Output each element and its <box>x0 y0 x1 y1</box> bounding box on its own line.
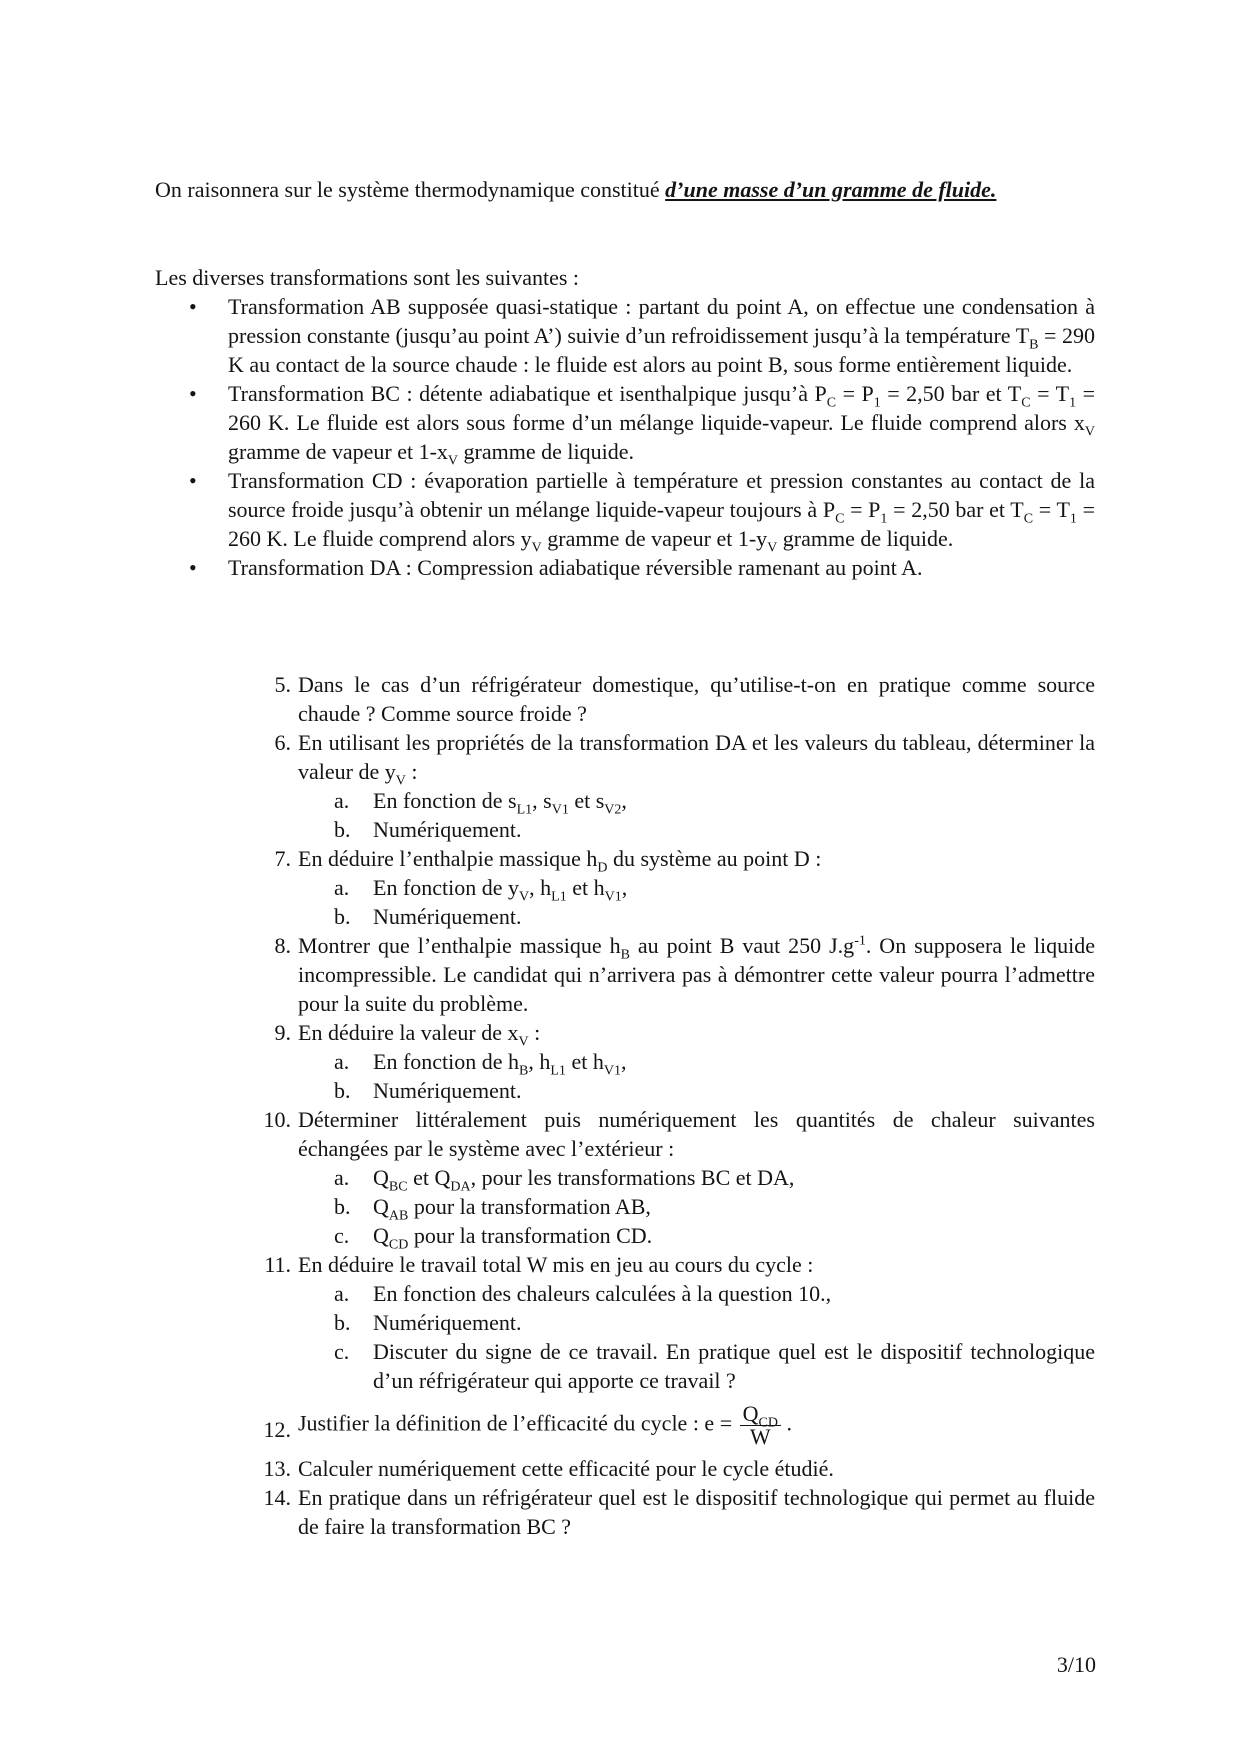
efficiency-fraction: $\frac{Q_{CD}}{W}$ <box>740 1403 781 1448</box>
question-11: 11. En déduire le travail total W mis en jeu au cours du cycle : a. En fonction des chaleurs calculées à la question 10., b. Numériquement. c. Discuter du signe de ce travail. En pratique quel est le dispositif technologique d’un réfrigérateur qui apporte ce travail ? <box>255 1250 1095 1395</box>
transformations-list <box>185 292 1095 582</box>
question-number: 8. <box>274 933 291 958</box>
sub-question-b: b. Numériquement. <box>334 1310 522 1335</box>
sub-question-b: b. Numériquement. <box>334 817 522 842</box>
question-number: 6. <box>274 730 291 755</box>
question-12: 12. Justifier la définition de l’efficacité du cycle : e = $\frac{Q_{CD}}{W}$ . <box>255 1403 1095 1448</box>
question-number: 10. <box>263 1107 291 1132</box>
sub-question-b: b. Numériquement. <box>334 904 522 929</box>
question-number: 7. <box>274 846 291 871</box>
transformation-bc: • Transformation BC : détente adiabatique et isenthalpique jusqu’à $P_C = P_1 = 2,50$ bar et $T_C = T_1 = 260$ K. Le fluide est alors sous forme d’un mélange liquide-vapeur. Le fluide comprend alors $x_V$ gramme de vapeur et $1-x_V$ gramme de liquide. <box>185 379 1095 466</box>
sub-question-list <box>298 1279 1095 1395</box>
transformation-da: • Transformation DA : Compression adiabatique réversible ramenant au point A. <box>185 553 1095 582</box>
sub-question-b: b. $Q_{AB}$ pour la transformation AB, <box>334 1194 651 1224</box>
sub-question-list <box>298 786 1095 844</box>
question-number: 11. <box>264 1252 291 1277</box>
question-13: 13. Calculer numériquement cette efficacité pour le cycle étudié. <box>255 1454 1095 1483</box>
sub-question-c: c. $Q_{CD}$ pour la transformation CD. <box>334 1223 653 1253</box>
sub-question-b: b. Numériquement. <box>334 1078 522 1103</box>
question-8: 8. Montrer que l’enthalpie massique $h_B$ au point B vaut 250 $J.g^{-1}$. On supposera le liquide incompressible. Le candidat qui n’arrivera pas à démontrer cette valeur pourra l’admettre pour la suite du problème. <box>255 931 1095 1018</box>
sub-question-c: c. Discuter du signe de ce travail. En pratique quel est le dispositif technologique d’un réfrigérateur qui apporte ce travail ? <box>334 1339 1095 1393</box>
question-number: 14. <box>263 1485 291 1510</box>
question-6: 6. En utilisant les propriétés de la transformation DA et les valeurs du tableau, déterminer la valeur de $y_V$ : a. En fonction de $s_{L1}$, $s_{V1}$ et $s_{V2}$, b. Numériquement. <box>255 728 1095 844</box>
sub-question-list <box>298 1163 1095 1253</box>
question-number: 13. <box>263 1456 291 1481</box>
transformations-heading: Les diverses transformations sont les suivantes : <box>155 265 580 290</box>
sub-question-a: a. En fonction de $y_V$, $h_{L1}$ et $h_{V1}$, <box>334 875 628 905</box>
transformation-ab: • Transformation AB supposée quasi-statique : partant du point A, on effectue une condensation à pression constante (jusqu’au point A’) suivie d’un refroidissement jusqu’à la température $T_B = 290$ K au contact de la source chaude : le fluide est alors au point B, sous forme entièrement liquide. <box>185 292 1095 379</box>
sub-question-a: a. En fonction de $s_{L1}$, $s_{V1}$ et $s_{V2}$, <box>334 788 627 818</box>
sub-question-a: a. En fonction des chaleurs calculées à la question 10., <box>334 1281 832 1306</box>
sub-question-list <box>298 1047 1095 1105</box>
sub-question-a: a. En fonction de $h_B$, $h_{L1}$ et $h_{V1}$, <box>334 1049 627 1079</box>
page-number: 3/10 <box>1056 1652 1096 1677</box>
question-number: 12. <box>263 1417 291 1442</box>
questions-list <box>255 670 1095 1541</box>
intro-paragraph: On raisonnera sur le système thermodynamique constitué d’une masse d’un gramme de fluide. <box>155 177 997 202</box>
question-10: 10. Déterminer littéralement puis numériquement les quantités de chaleur suivantes échangées par le système avec l’extérieur : a. $Q_{BC}$ et $Q_{DA}$, pour les transformations BC et DA, b. $Q_{AB}$ pour la transformation AB, c. $Q_{CD}$ pour la transformation CD. <box>255 1105 1095 1250</box>
question-number: 5. <box>274 672 291 697</box>
question-number: 9. <box>274 1020 291 1045</box>
question-9: 9. En déduire la valeur de $x_V$ : a. En fonction de $h_B$, $h_{L1}$ et $h_{V1}$, b. Numériquement. <box>255 1018 1095 1105</box>
question-14: 14. En pratique dans un réfrigérateur quel est le dispositif technologique qui permet au fluide de faire la transformation BC ? <box>255 1483 1095 1541</box>
question-5: 5. Dans le cas d’un réfrigérateur domestique, qu’utilise-t-on en pratique comme source chaude ? Comme source froide ? <box>255 670 1095 728</box>
intro-emphasis: d’une masse d’un gramme de fluide. <box>665 177 997 202</box>
sub-question-a: a. $Q_{BC}$ et $Q_{DA}$, pour les transformations BC et DA, <box>334 1165 795 1195</box>
sub-question-list <box>298 873 1095 931</box>
transformation-cd: • Transformation CD : évaporation partielle à température et pression constantes au contact de la source froide jusqu’à obtenir un mélange liquide-vapeur toujours à $P_C = P_1 = 2,50$ bar et $T_C = T_1 = 260$ K. Le fluide comprend alors $y_V$ gramme de vapeur et $1-y_V$ gramme de liquide. <box>185 466 1095 553</box>
question-7: 7. En déduire l’enthalpie massique $h_D$ du système au point D : a. En fonction de $y_V$, $h_{L1}$ et $h_{V1}$, b. Numériquement. <box>255 844 1095 931</box>
